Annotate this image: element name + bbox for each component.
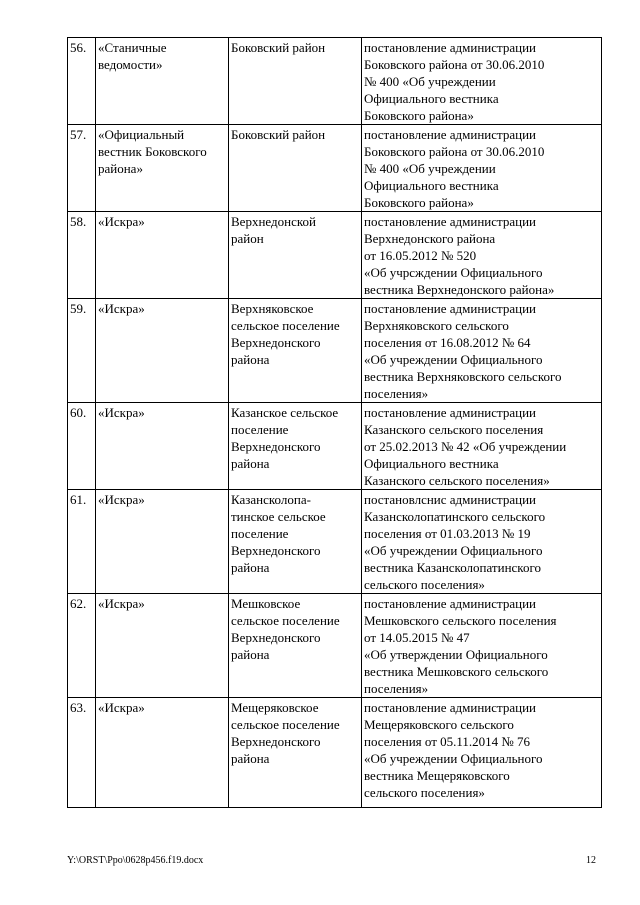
legal-act-line: сельского поселения»: [364, 577, 485, 592]
publication-title-line: «Искра»: [98, 405, 145, 420]
row-number-text: 57.: [70, 127, 87, 142]
territory-line: Казансколопа-: [231, 492, 311, 507]
legal-act-line: поселения от 05.11.2014 № 76: [364, 734, 531, 749]
row-number-text: 61.: [70, 492, 87, 507]
legal-act-line: № 400 «Об учреждении: [364, 161, 496, 176]
legal-act-line: «Об утверждении Официального: [364, 647, 548, 662]
registry-table-body: [68, 38, 602, 808]
territory-line: района: [231, 456, 270, 471]
territory-line: Мешковское: [231, 596, 301, 611]
territory-line: сельское поселение: [231, 318, 340, 333]
territory-line: район: [231, 231, 264, 246]
publication-title-line: ведомости»: [98, 57, 163, 72]
table-row: [68, 403, 602, 490]
territory-cell: [229, 38, 362, 125]
territory-line: Верхнедонского: [231, 335, 321, 350]
territory-line: Верхняковское: [231, 301, 314, 316]
territory-cell: [229, 299, 362, 403]
legal-act-line: Официального вестника: [364, 91, 499, 106]
publication-title-cell: [96, 299, 229, 403]
footer-page-number: 12: [586, 855, 596, 866]
row-number-cell: [68, 125, 96, 212]
territory-cell: [229, 594, 362, 698]
legal-act-line: постановление администрации: [364, 405, 537, 420]
legal-act-line: Боковского района»: [364, 108, 474, 123]
legal-act-line: Мешковского сельского поселения: [364, 613, 557, 628]
table-row: [68, 594, 602, 698]
legal-act-line: поселения»: [364, 386, 429, 401]
legal-act-line: Казанского сельского поселения: [364, 422, 544, 437]
publication-title-line: вестник Боковского: [98, 144, 207, 159]
legal-act-line: Верхняковского сельского: [364, 318, 509, 333]
territory-line: сельское поселение: [231, 613, 340, 628]
legal-act-line: вестника Мешковского сельского: [364, 664, 549, 679]
territory-cell: [229, 125, 362, 212]
legal-act-line: Мещеряковского сельского: [364, 717, 514, 732]
legal-act-line: поселения»: [364, 681, 429, 696]
registry-table: [67, 37, 602, 808]
row-number-text: 62.: [70, 596, 87, 611]
legal-act-line: № 400 «Об учреждении: [364, 74, 496, 89]
legal-act-line: Верхнедонского района: [364, 231, 496, 246]
territory-cell: [229, 490, 362, 594]
legal-act-cell: [362, 125, 602, 212]
legal-act-line: «Об учрсждении Официального: [364, 265, 543, 280]
territory-line: Верхнедонского: [231, 543, 321, 558]
territory-line: Боковский район: [231, 127, 326, 142]
table-row: [68, 299, 602, 403]
publication-title-line: «Официальный: [98, 127, 185, 142]
publication-title-cell: [96, 698, 229, 808]
legal-act-line: Боковского района»: [364, 195, 474, 210]
territory-line: Мещеряковское: [231, 700, 319, 715]
publication-title-cell: [96, 403, 229, 490]
legal-act-line: вестника Мещеряковского: [364, 768, 510, 783]
table-row: [68, 698, 602, 808]
legal-act-line: Казанского сельского поселения»: [364, 473, 550, 488]
publication-title-cell: [96, 594, 229, 698]
territory-line: Верхнедонской: [231, 214, 316, 229]
legal-act-line: постановление администрации: [364, 40, 537, 55]
legal-act-line: поселения от 01.03.2013 № 19: [364, 526, 531, 541]
legal-act-line: постановлснис администрации: [364, 492, 537, 507]
row-number-text: 63.: [70, 700, 87, 715]
legal-act-line: поселения от 16.08.2012 № 64: [364, 335, 531, 350]
legal-act-line: сельского поселения»: [364, 785, 485, 800]
territory-line: Боковский район: [231, 40, 326, 55]
territory-cell: [229, 212, 362, 299]
publication-title-line: «Станичные: [98, 40, 167, 55]
territory-line: сельское поселение: [231, 717, 340, 732]
row-number-text: 60.: [70, 405, 87, 420]
row-number-cell: [68, 594, 96, 698]
publication-title-cell: [96, 490, 229, 594]
row-number-text: 58.: [70, 214, 87, 229]
legal-act-line: Боковского района от 30.06.2010: [364, 144, 545, 159]
legal-act-cell: [362, 403, 602, 490]
legal-act-cell: [362, 594, 602, 698]
table-row: [68, 490, 602, 594]
row-number-cell: [68, 403, 96, 490]
row-number-cell: [68, 299, 96, 403]
publication-title-line: «Искра»: [98, 301, 145, 316]
row-number-text: 59.: [70, 301, 87, 316]
legal-act-line: вестника Верхняковского сельского: [364, 369, 562, 384]
legal-act-line: «Об учреждении Официального: [364, 543, 543, 558]
legal-act-cell: [362, 299, 602, 403]
publication-title-line: «Искра»: [98, 596, 145, 611]
row-number-cell: [68, 212, 96, 299]
territory-line: района: [231, 352, 270, 367]
legal-act-line: вестника Казансколопатинского: [364, 560, 541, 575]
legal-act-line: постановление администрации: [364, 596, 537, 611]
legal-act-cell: [362, 698, 602, 808]
legal-act-line: Казансколопатинского сельского: [364, 509, 546, 524]
territory-line: района: [231, 647, 270, 662]
row-number-cell: [68, 698, 96, 808]
table-row: [68, 212, 602, 299]
territory-line: Верхнедонского: [231, 734, 321, 749]
row-number-cell: [68, 38, 96, 125]
legal-act-line: постановление администрации: [364, 700, 537, 715]
territory-line: Верхнедонского: [231, 630, 321, 645]
legal-act-line: «Об учреждении Официального: [364, 352, 543, 367]
legal-act-line: вестника Верхнедонского района»: [364, 282, 555, 297]
legal-act-line: от 25.02.2013 № 42 «Об учреждении: [364, 439, 567, 454]
territory-line: района: [231, 560, 270, 575]
legal-act-line: постановление администрации: [364, 214, 537, 229]
publication-title-cell: [96, 212, 229, 299]
publication-title-line: района»: [98, 161, 143, 176]
legal-act-line: Официального вестника: [364, 178, 499, 193]
legal-act-line: «Об учреждении Официального: [364, 751, 543, 766]
legal-act-cell: [362, 212, 602, 299]
territory-line: поселение: [231, 526, 289, 541]
footer-file-path: Y:\ORST\Ppo\0628p456.f19.docx: [67, 855, 204, 866]
table-row: [68, 125, 602, 212]
legal-act-cell: [362, 490, 602, 594]
legal-act-line: постановление администрации: [364, 301, 537, 316]
territory-line: Верхнедонского: [231, 439, 321, 454]
legal-act-line: от 14.05.2015 № 47: [364, 630, 470, 645]
row-number-text: 56.: [70, 40, 87, 55]
legal-act-line: Официального вестника: [364, 456, 499, 471]
territory-line: поселение: [231, 422, 289, 437]
territory-line: Казанское сельское: [231, 405, 339, 420]
territory-line: района: [231, 751, 270, 766]
territory-cell: [229, 698, 362, 808]
territory-line: тинское сельское: [231, 509, 326, 524]
publication-title-line: «Искра»: [98, 492, 145, 507]
legal-act-line: постановление администрации: [364, 127, 537, 142]
legal-act-line: от 16.05.2012 № 520: [364, 248, 477, 263]
legal-act-cell: [362, 38, 602, 125]
publication-title-line: «Искра»: [98, 700, 145, 715]
publication-title-cell: [96, 38, 229, 125]
legal-act-line: Боковского района от 30.06.2010: [364, 57, 545, 72]
table-row: [68, 38, 602, 125]
territory-cell: [229, 403, 362, 490]
row-number-cell: [68, 490, 96, 594]
publication-title-line: «Искра»: [98, 214, 145, 229]
publication-title-cell: [96, 125, 229, 212]
